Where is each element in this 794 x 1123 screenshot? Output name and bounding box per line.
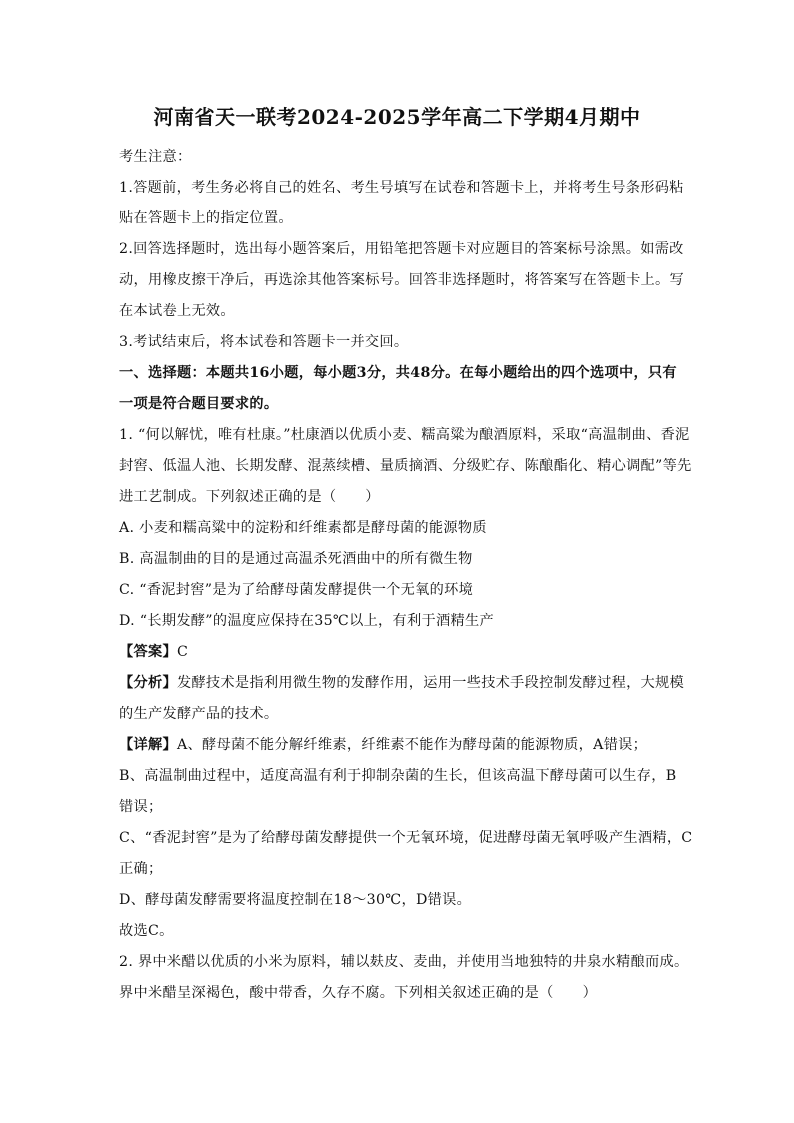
question-stem: 界中米醋呈深褐色，酸中带香，久存不腐。下列相关叙述正确的是（ ） <box>119 985 598 1001</box>
option-c: C. “香泥封窖”是为了给酵母菌发酵提供一个无氧的环境 <box>119 582 474 598</box>
question-stem: 1. “何以解忧，唯有杜康。”杜康酒以优质小麦、糯高粱为酿酒原料，采取“高温制曲、香泥 <box>119 427 690 443</box>
option-d: D. “长期发酵”的温度应保持在35℃以上，有利于酒精生产 <box>119 613 494 629</box>
section-heading: 一项是符合题目要求的。 <box>119 396 279 412</box>
answer-value: C <box>176 644 189 660</box>
section-heading: 一、选择题：本题共16小题，每小题3分，共48分。在每小题给出的四个选项中，只有 <box>119 365 677 381</box>
detail-tag: 【详解】 <box>119 737 177 753</box>
detail-text: B、高温制曲过程中，适度高温有利于抑制杂菌的生长，但该高温下酵母菌可以生存，B <box>119 768 677 784</box>
conclusion-text: 故选C。 <box>119 923 174 939</box>
notice-line: 1.答题前，考生务必将自己的姓名、考生号填写在试卷和答题卡上，并将考生号条形码粘 <box>119 180 684 196</box>
option-b: B. 高温制曲的目的是通过高温杀死酒曲中的所有微生物 <box>119 551 473 567</box>
notice-line: 2.回答选择题时，选出每小题答案后，用铅笔把答题卡对应题目的答案标号涂黑。如需改 <box>119 241 684 257</box>
detail-line <box>119 735 647 755</box>
detail-text: C、“香泥封窖”是为了给酵母菌发酵提供一个无氧环境，促进酵母菌无氧呼吸产生酒精，C <box>119 830 693 846</box>
detail-text: D、酵母菌发酵需要将温度控制在18～30℃，D错误。 <box>119 892 472 908</box>
question-stem: 2. 界中米醋以优质的小米为原料，辅以麸皮、麦曲，并使用当地独特的井泉水精酿而成。 <box>119 954 689 970</box>
notice-line: 贴在答题卡上的指定位置。 <box>119 210 293 226</box>
question-stem: 进工艺制成。下列叙述正确的是（ ） <box>119 489 380 505</box>
notice-heading: 考生注意： <box>119 149 192 165</box>
detail-text: A、酵母菌不能分解纤维素，纤维素不能作为酵母菌的能源物质，A错误； <box>176 737 648 753</box>
detail-text: 错误； <box>119 799 163 815</box>
analysis-text: 的生产发酵产品的技术。 <box>119 706 279 722</box>
option-a: A. 小麦和糯高粱中的淀粉和纤维素都是酵母菌的能源物质 <box>119 520 487 536</box>
notice-line: 3.考试结束后，将本试卷和答题卡一并交回。 <box>119 334 409 350</box>
analysis-line <box>119 673 684 693</box>
analysis-tag: 【分析】 <box>119 675 177 691</box>
analysis-text: 发酵技术是指利用微生物的发酵作用，运用一些技术手段控制发酵过程，大规模 <box>176 675 685 691</box>
notice-line: 动，用橡皮擦干净后，再选涂其他答案标号。回答非选择题时，将答案写在答题卡上。写 <box>119 272 685 288</box>
page-title: 河南省天一联考2024-2025学年高二下学期4月期中 <box>153 105 641 129</box>
answer-line <box>119 642 188 662</box>
question-stem: 封窖、低温人池、长期发酵、混蒸续槽、量质摘酒、分级贮存、陈酿酯化、精心调配”等先 <box>119 458 692 474</box>
detail-text: 正确； <box>119 861 163 877</box>
notice-line: 在本试卷上无效。 <box>119 303 235 319</box>
answer-tag: 【答案】 <box>119 644 177 660</box>
